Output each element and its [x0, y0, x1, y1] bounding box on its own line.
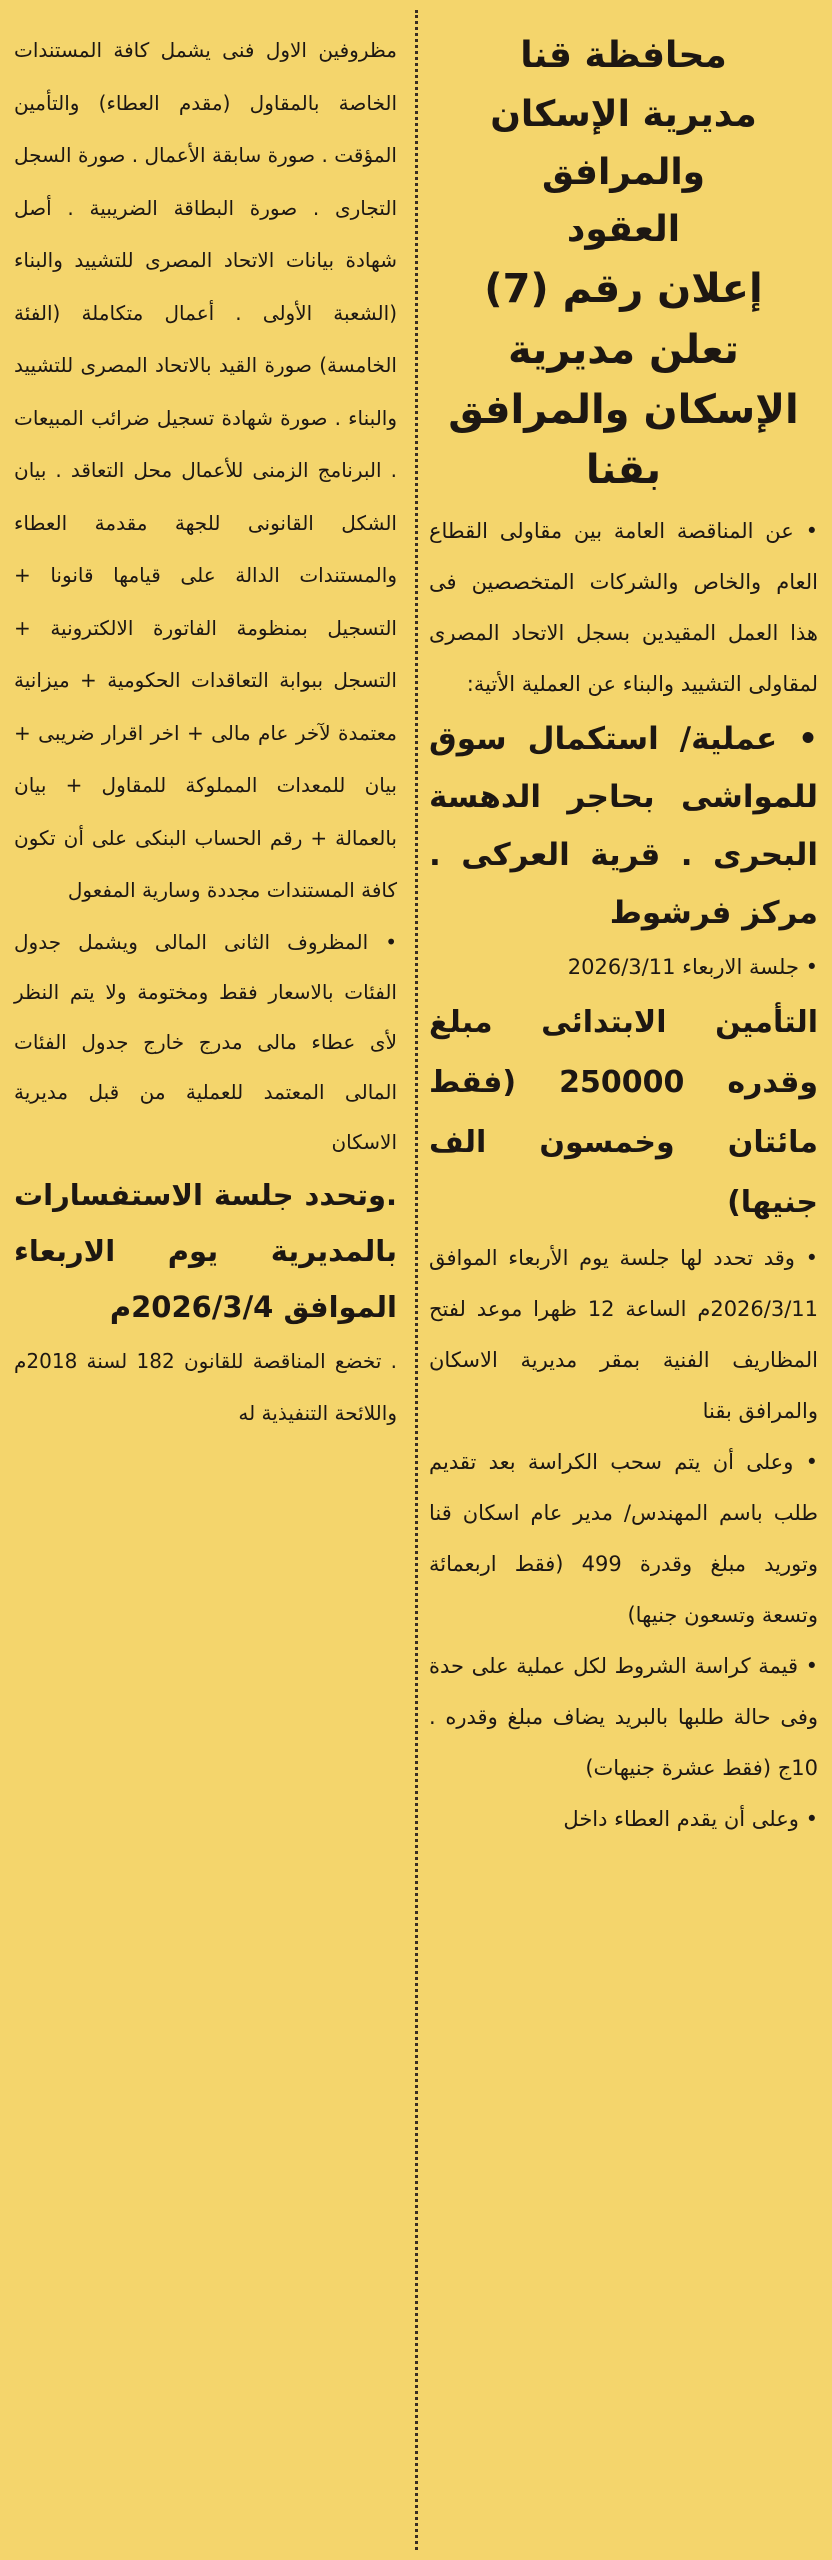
right-column — [417, 0, 832, 2560]
booklet-price-paragraph: • قيمة كراسة الشروط لكل عملية على حدة وفى حالة طلبها بالبريد يضاف مبلغ وقدره . 10ج (فقط عشرة جنيهات) — [429, 1654, 818, 1780]
governorate-title: محافظة قنا — [520, 35, 727, 76]
bid-submission-paragraph: • وعلى أن يقدم العطاء داخل — [563, 1807, 818, 1831]
initial-insurance-amount: التأمين الابتدائى مبلغ وقدره 250000 (فقط مائتان وخمسون الف جنيها) — [429, 1005, 818, 1220]
law-reference-paragraph: . تخضع المناقصة للقانون 182 لسنة 2018م واللائحة التنفيذية له — [14, 1348, 397, 1425]
session-details-paragraph: • وقد تحدد لها جلسة يوم الأربعاء الموافق 2026/3/11م الساعة 12 ظهرا موعد لفتح المظاريف الفنية بمقر مديرية الاسكان والمرافق بقنا — [429, 1246, 819, 1423]
technical-envelope-paragraph: مظروفين الاول فنى يشمل كافة المستندات الخاصة بالمقاول (مقدم العطاء) والتأمين المؤقت . صورة سابقة الأعمال . صورة السجل التجارى . صورة البطاقة الضريبية . أصل شهادة بيانات الاتحاد المصرى للتشييد والبناء (الشعبة الأولى . أعمال متكاملة (الفئة الخامسة) صورة القيد بالاتحاد المصرى للتشييد والبناء . صورة شهادة تسجيل ضرائب المبيعات . البرنامج الزمنى للأعمال محل التعاقد . بيان الشكل القانونى للجهة مقدمة العطاء والمستندات الدالة على قيامها قانونا + التسجيل بمنظومة الفاتورة الالكترونية + التسجل ببوابة التعاقدات الحكومية + ميزانية معتمدة لآخر عام مالى + اخر اقرار ضريبى + بيان للمعدات المملوكة للمقاول + بيان بالعمالة + رقم الحساب البنكى على أن تكون كافة المستندات مجددة وسارية المفعول — [14, 38, 397, 902]
financial-envelope-paragraph: • المظروف الثانى المالى ويشمل جدول الفئات بالاسعار فقط ومختومة ولا يتم النظر لأى عطاء مالى مدرج خارج جدول الفئات المالى المعتمد للعملية من قبل مديرية الاسكان — [14, 929, 397, 1154]
project-description: • عملية/ استكمال سوق للمواشى بحاجر الدهسة البحرى . قرية العركى . مركز فرشوط — [429, 721, 818, 931]
announcement-number: إعلان رقم (7) — [484, 266, 763, 312]
left-column — [0, 0, 415, 2560]
directorate-title: مديرية الإسكان والمرافق — [490, 94, 757, 193]
tender-intro-paragraph: • عن المناقصة العامة بين مقاولى القطاع العام والخاص والشركات المتخصصين فى هذا العمل المقيدين بسجل الاتحاد المصرى لمقاولى التشييد والبناء عن العملية الأتية: — [429, 519, 818, 696]
announcement-heading: تعلن مديرية الإسكان والمرافق بقنا — [448, 327, 799, 493]
session-date-line: • جلسة الاربعاء 2026/3/11 — [567, 955, 818, 979]
inquiries-session-paragraph: .وتحدد جلسة الاستفسارات بالمديرية يوم الاربعاء الموافق 2026/3/4م — [14, 1177, 397, 1324]
department-title: العقود — [566, 209, 681, 250]
booklet-purchase-paragraph: • وعلى أن يتم سحب الكراسة بعد تقديم طلب باسم المهندس/ مدير عام اسكان قنا وتوريد مبلغ وقدرة 499 (فقط اربعمائة وتسعة وتسعون جنيها) — [429, 1450, 819, 1627]
